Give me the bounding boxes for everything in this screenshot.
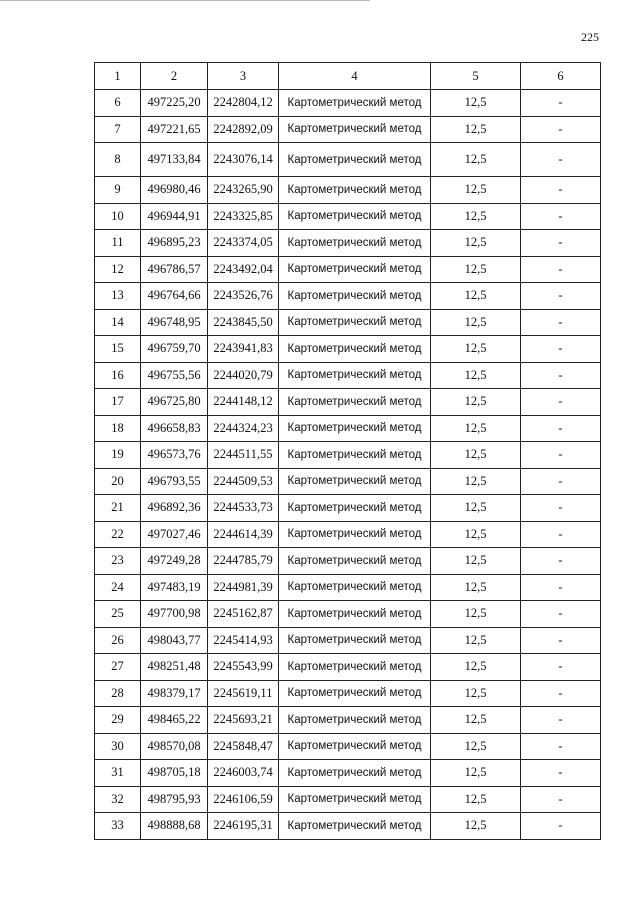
point-number-cell: 10 [95,203,141,230]
method-cell: Картометрический метод [279,574,431,601]
method-cell: Картометрический метод [279,786,431,813]
table-row [95,309,601,336]
table-row [95,336,601,363]
x-coordinate-cell: 496980,46 [141,177,208,204]
y-coordinate-cell: 2243941,83 [208,336,279,363]
method-cell: Картометрический метод [279,116,431,143]
y-coordinate-cell: 2242804,12 [208,90,279,117]
description-cell: - [521,415,601,442]
y-coordinate-cell: 2243374,05 [208,230,279,257]
point-number-cell: 19 [95,442,141,469]
x-coordinate-cell: 498251,48 [141,654,208,681]
point-number-cell: 31 [95,760,141,787]
description-cell: - [521,601,601,628]
description-cell: - [521,760,601,787]
column-header: 5 [431,63,521,90]
method-cell: Картометрический метод [279,521,431,548]
description-cell: - [521,90,601,117]
accuracy-cell: 12,5 [431,521,521,548]
point-number-cell: 23 [95,548,141,575]
description-cell: - [521,707,601,734]
point-number-cell: 9 [95,177,141,204]
x-coordinate-cell: 496725,80 [141,389,208,416]
y-coordinate-cell: 2244614,39 [208,521,279,548]
table-row [95,495,601,522]
method-cell: Картометрический метод [279,203,431,230]
accuracy-cell: 12,5 [431,495,521,522]
top-rule [0,0,370,1]
accuracy-cell: 12,5 [431,813,521,840]
table-row [95,203,601,230]
x-coordinate-cell: 497700,98 [141,601,208,628]
column-header: 3 [208,63,279,90]
point-number-cell: 15 [95,336,141,363]
point-number-cell: 7 [95,116,141,143]
y-coordinate-cell: 2243325,85 [208,203,279,230]
y-coordinate-cell: 2243526,76 [208,283,279,310]
description-cell: - [521,442,601,469]
description-cell: - [521,680,601,707]
x-coordinate-cell: 496786,57 [141,256,208,283]
table-row [95,707,601,734]
x-coordinate-cell: 498705,18 [141,760,208,787]
method-cell: Картометрический метод [279,680,431,707]
table-row [95,548,601,575]
y-coordinate-cell: 2245848,47 [208,733,279,760]
table-row [95,256,601,283]
point-number-cell: 22 [95,521,141,548]
table-row [95,786,601,813]
accuracy-cell: 12,5 [431,680,521,707]
method-cell: Картометрический метод [279,389,431,416]
point-number-cell: 17 [95,389,141,416]
point-number-cell: 24 [95,574,141,601]
y-coordinate-cell: 2244509,53 [208,468,279,495]
method-cell: Картометрический метод [279,90,431,117]
method-cell: Картометрический метод [279,654,431,681]
y-coordinate-cell: 2246195,31 [208,813,279,840]
method-cell: Картометрический метод [279,230,431,257]
table-row [95,442,601,469]
y-coordinate-cell: 2245693,21 [208,707,279,734]
point-number-cell: 27 [95,654,141,681]
accuracy-cell: 12,5 [431,574,521,601]
y-coordinate-cell: 2246003,74 [208,760,279,787]
y-coordinate-cell: 2245162,87 [208,601,279,628]
accuracy-cell: 12,5 [431,442,521,469]
method-cell: Картометрический метод [279,707,431,734]
coordinates-table [94,62,601,840]
x-coordinate-cell: 496895,23 [141,230,208,257]
y-coordinate-cell: 2246106,59 [208,786,279,813]
y-coordinate-cell: 2245619,11 [208,680,279,707]
y-coordinate-cell: 2243492,04 [208,256,279,283]
accuracy-cell: 12,5 [431,143,521,177]
table-row [95,574,601,601]
description-cell: - [521,786,601,813]
table-row [95,680,601,707]
accuracy-cell: 12,5 [431,415,521,442]
table-row [95,760,601,787]
accuracy-cell: 12,5 [431,627,521,654]
accuracy-cell: 12,5 [431,283,521,310]
accuracy-cell: 12,5 [431,362,521,389]
table-row [95,389,601,416]
column-header: 1 [95,63,141,90]
description-cell: - [521,230,601,257]
description-cell: - [521,733,601,760]
point-number-cell: 14 [95,309,141,336]
x-coordinate-cell: 498379,17 [141,680,208,707]
y-coordinate-cell: 2245543,99 [208,654,279,681]
point-number-cell: 13 [95,283,141,310]
description-cell: - [521,521,601,548]
table-row [95,468,601,495]
x-coordinate-cell: 497133,84 [141,143,208,177]
point-number-cell: 28 [95,680,141,707]
x-coordinate-cell: 498465,22 [141,707,208,734]
table-row [95,521,601,548]
x-coordinate-cell: 496755,56 [141,362,208,389]
table-row [95,230,601,257]
point-number-cell: 20 [95,468,141,495]
x-coordinate-cell: 497483,19 [141,574,208,601]
table-row [95,143,601,177]
accuracy-cell: 12,5 [431,336,521,363]
description-cell: - [521,627,601,654]
x-coordinate-cell: 496944,91 [141,203,208,230]
accuracy-cell: 12,5 [431,601,521,628]
method-cell: Картометрический метод [279,733,431,760]
x-coordinate-cell: 496892,36 [141,495,208,522]
y-coordinate-cell: 2244324,23 [208,415,279,442]
method-cell: Картометрический метод [279,468,431,495]
description-cell: - [521,495,601,522]
description-cell: - [521,362,601,389]
method-cell: Картометрический метод [279,627,431,654]
point-number-cell: 21 [95,495,141,522]
y-coordinate-cell: 2242892,09 [208,116,279,143]
table-header-row [95,63,601,90]
table-row [95,283,601,310]
y-coordinate-cell: 2244020,79 [208,362,279,389]
description-cell: - [521,813,601,840]
method-cell: Картометрический метод [279,143,431,177]
accuracy-cell: 12,5 [431,786,521,813]
method-cell: Картометрический метод [279,495,431,522]
accuracy-cell: 12,5 [431,548,521,575]
y-coordinate-cell: 2243265,90 [208,177,279,204]
method-cell: Картометрический метод [279,760,431,787]
method-cell: Картометрический метод [279,442,431,469]
accuracy-cell: 12,5 [431,389,521,416]
accuracy-cell: 12,5 [431,760,521,787]
method-cell: Картометрический метод [279,256,431,283]
x-coordinate-cell: 496748,95 [141,309,208,336]
accuracy-cell: 12,5 [431,90,521,117]
point-number-cell: 26 [95,627,141,654]
table-row [95,90,601,117]
x-coordinate-cell: 498795,93 [141,786,208,813]
table-row [95,177,601,204]
y-coordinate-cell: 2244148,12 [208,389,279,416]
page-number: 225 [581,30,599,44]
y-coordinate-cell: 2244981,39 [208,574,279,601]
point-number-cell: 16 [95,362,141,389]
description-cell: - [521,389,601,416]
point-number-cell: 33 [95,813,141,840]
y-coordinate-cell: 2244533,73 [208,495,279,522]
method-cell: Картометрический метод [279,283,431,310]
point-number-cell: 12 [95,256,141,283]
point-number-cell: 11 [95,230,141,257]
x-coordinate-cell: 497249,28 [141,548,208,575]
x-coordinate-cell: 497225,20 [141,90,208,117]
y-coordinate-cell: 2243845,50 [208,309,279,336]
point-number-cell: 6 [95,90,141,117]
description-cell: - [521,256,601,283]
x-coordinate-cell: 498888,68 [141,813,208,840]
accuracy-cell: 12,5 [431,203,521,230]
table-row [95,733,601,760]
description-cell: - [521,116,601,143]
table-row [95,362,601,389]
accuracy-cell: 12,5 [431,230,521,257]
point-number-cell: 25 [95,601,141,628]
accuracy-cell: 12,5 [431,309,521,336]
description-cell: - [521,548,601,575]
method-cell: Картометрический метод [279,362,431,389]
x-coordinate-cell: 497027,46 [141,521,208,548]
accuracy-cell: 12,5 [431,177,521,204]
table-row [95,601,601,628]
table-row [95,116,601,143]
description-cell: - [521,654,601,681]
column-header: 6 [521,63,601,90]
accuracy-cell: 12,5 [431,116,521,143]
point-number-cell: 8 [95,143,141,177]
accuracy-cell: 12,5 [431,468,521,495]
description-cell: - [521,177,601,204]
x-coordinate-cell: 496793,55 [141,468,208,495]
point-number-cell: 29 [95,707,141,734]
point-number-cell: 18 [95,415,141,442]
description-cell: - [521,203,601,230]
table-row [95,627,601,654]
method-cell: Картометрический метод [279,336,431,363]
table-row [95,415,601,442]
x-coordinate-cell: 496764,66 [141,283,208,310]
description-cell: - [521,336,601,363]
accuracy-cell: 12,5 [431,654,521,681]
description-cell: - [521,309,601,336]
method-cell: Картометрический метод [279,309,431,336]
y-coordinate-cell: 2244785,79 [208,548,279,575]
table-row [95,654,601,681]
method-cell: Картометрический метод [279,548,431,575]
description-cell: - [521,468,601,495]
method-cell: Картометрический метод [279,415,431,442]
y-coordinate-cell: 2243076,14 [208,143,279,177]
description-cell: - [521,574,601,601]
description-cell: - [521,143,601,177]
x-coordinate-cell: 498043,77 [141,627,208,654]
y-coordinate-cell: 2244511,55 [208,442,279,469]
accuracy-cell: 12,5 [431,733,521,760]
point-number-cell: 30 [95,733,141,760]
y-coordinate-cell: 2245414,93 [208,627,279,654]
x-coordinate-cell: 497221,65 [141,116,208,143]
accuracy-cell: 12,5 [431,256,521,283]
x-coordinate-cell: 496658,83 [141,415,208,442]
method-cell: Картометрический метод [279,177,431,204]
x-coordinate-cell: 498570,08 [141,733,208,760]
description-cell: - [521,283,601,310]
table-row [95,813,601,840]
column-header: 2 [141,63,208,90]
x-coordinate-cell: 496759,70 [141,336,208,363]
x-coordinate-cell: 496573,76 [141,442,208,469]
column-header: 4 [279,63,431,90]
accuracy-cell: 12,5 [431,707,521,734]
method-cell: Картометрический метод [279,813,431,840]
point-number-cell: 32 [95,786,141,813]
method-cell: Картометрический метод [279,601,431,628]
